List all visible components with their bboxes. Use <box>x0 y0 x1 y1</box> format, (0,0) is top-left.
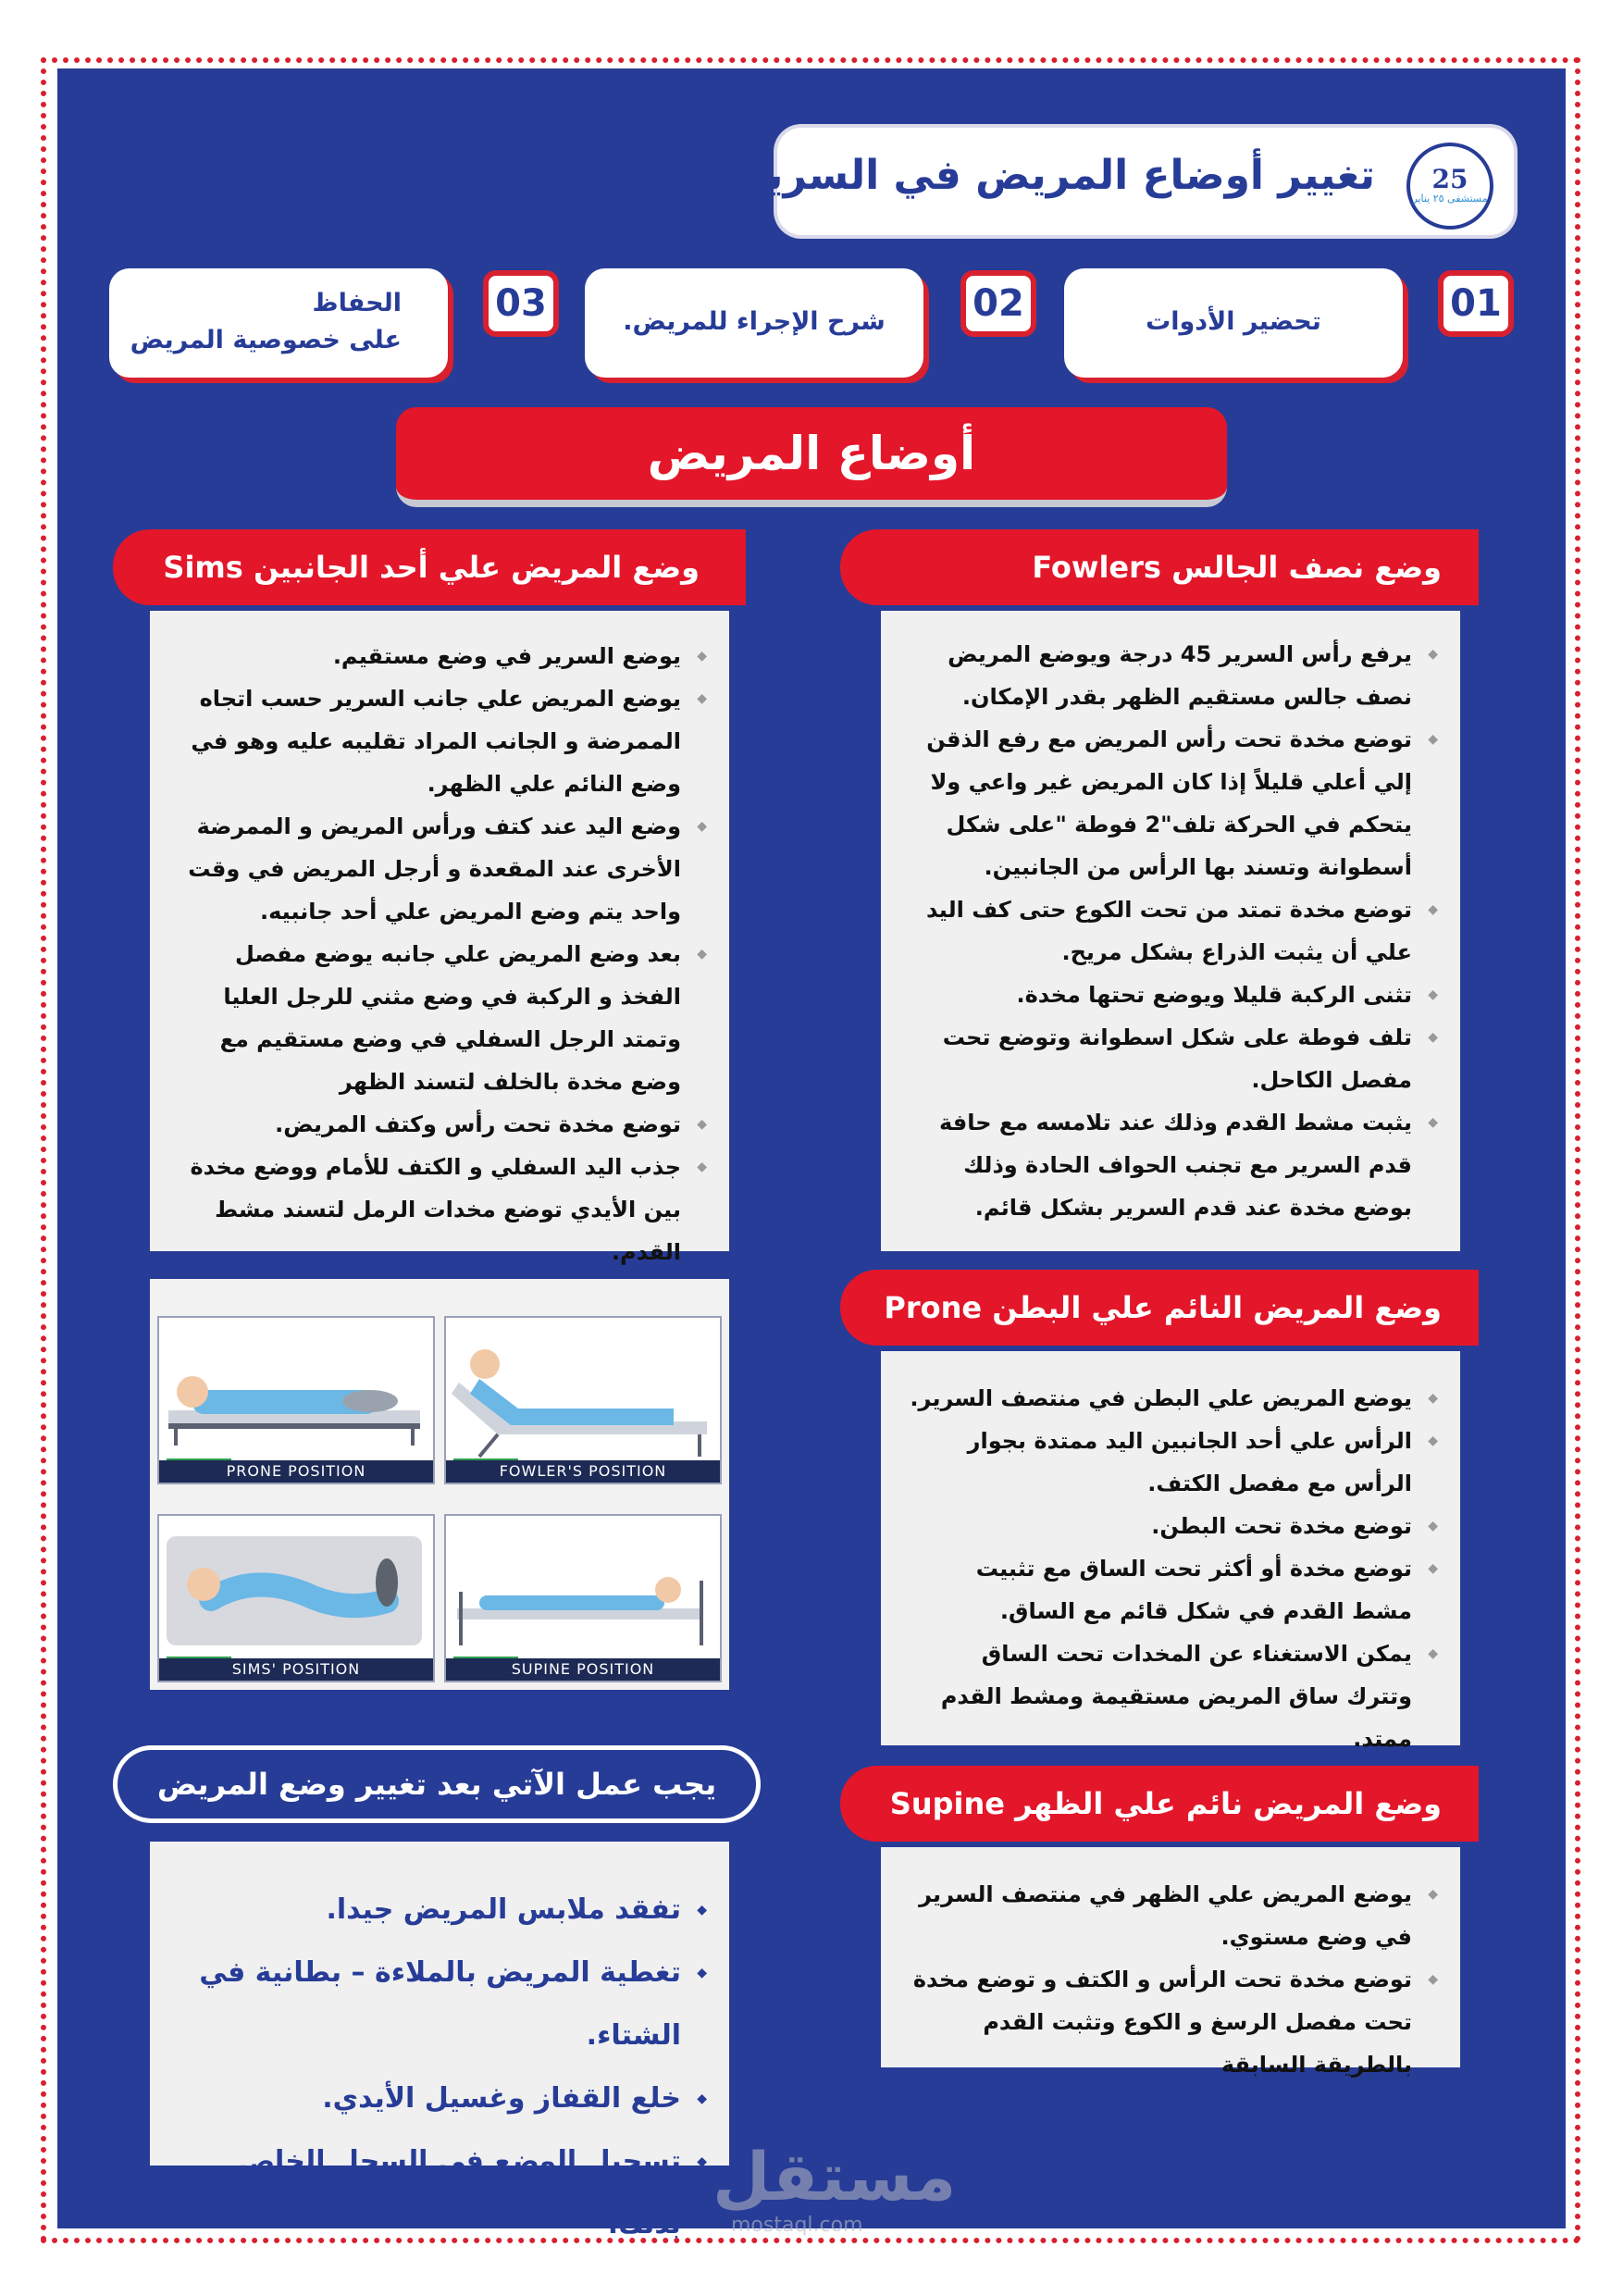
list-item: ◆ وضع اليد عند كتف ورأس المريض و الممرضة الأخرى عند المقعدة و أرجل المريض في وقت واحد يتم وضع المريض علي أحد جانبيه. <box>178 805 709 933</box>
step-3-label-line2: على خصوصية المريض <box>130 326 402 354</box>
supine-caption: SUPINE POSITION <box>446 1658 720 1681</box>
step-2-label: شرح الإجراء للمريض. <box>623 307 886 336</box>
list-item: ◆ تفقد ملابس المريض جيدا. <box>178 1879 709 1942</box>
sims-list <box>178 635 709 1273</box>
sims-panel <box>150 611 729 1265</box>
list-item: ◆ تثنى الركبة قليلا ويوضع تحتها مخدة. <box>909 974 1440 1016</box>
step-card-2 <box>585 268 923 378</box>
fowlers-position-image <box>444 1316 722 1484</box>
list-item: ◆ الرأس علي أحد الجانبين اليد ممتدة بجوار الرأس مع مفصل الكتف. <box>909 1420 1440 1505</box>
prone-position-image <box>157 1316 435 1484</box>
after-list <box>178 1879 709 2256</box>
list-item: ◆ تلف فوطة على شكل اسطوانة وتوضع تحت مفصل الكاحل. <box>909 1016 1440 1101</box>
hospital-logo-icon <box>1406 143 1493 230</box>
after-panel <box>150 1842 729 2240</box>
main-heading: أوضاع المريض <box>647 427 976 480</box>
list-item: ◆ توضع مخدة تمتد من تحت الكوع حتى كف اليد علي أن يثبت الذراع بشكل مريح. <box>909 888 1440 974</box>
prone-header <box>840 1270 1479 1346</box>
list-item: ◆ تسجيل الوضع في السجل الخاص بذلك. <box>178 2130 709 2256</box>
list-item: ◆ تغطية المريض بالملاءة – بطانية في الشتاء. <box>178 1942 709 2067</box>
fowlers-list <box>909 633 1440 1229</box>
prone-caption: PRONE POSITION <box>159 1460 433 1483</box>
step-2-number: 02 <box>960 270 1036 337</box>
after-heading: يجب عمل الآتي بعد تغيير وضع المريض <box>156 1767 717 1802</box>
list-item: ◆ يوضع المريض علي الظهر في منتصف السرير في وضع مستوي. <box>909 1873 1440 1958</box>
logo-subtitle: مستشفى ٢٥ يناير <box>1412 192 1488 205</box>
supine-illustration <box>444 1516 720 1682</box>
list-item: ◆ بعد وضع المريض علي جانبه يوضع مفصل الفخذ و الركبة في وضع مثني للرجل العليا وتمتد الرجل السفلي في وضع مستقيم مع وضع مخدة بالخلف لتسند الظهر <box>178 933 709 1103</box>
supine-list <box>909 1873 1440 2086</box>
sims-header <box>113 529 746 605</box>
sims-illustration <box>157 1516 433 1682</box>
fowlers-heading: وضع نصف الجالس Fowlers <box>1032 550 1442 585</box>
fowlers-caption: FOWLER'S POSITION <box>446 1460 720 1483</box>
main-heading-banner <box>396 407 1227 507</box>
list-item: ◆ يوضع المريض علي البطن في منتصف السرير. <box>909 1377 1440 1420</box>
page-title: تغيير أوضاع المريض في السرير <box>742 152 1375 199</box>
step-card-1 <box>1064 268 1403 378</box>
step-1-number: 01 <box>1438 270 1514 337</box>
sims-heading: وضع المريض علي أحد الجانبين Sims <box>163 550 700 585</box>
prone-illustration <box>157 1318 433 1484</box>
list-item: ◆ جذب اليد السفلي و الكتف للأمام ووضع مخدة بين الأيدي توضع مخدات الرمل لتسند مشط القدم. <box>178 1146 709 1273</box>
step-3-number: 03 <box>483 270 559 337</box>
title-box <box>742 128 1514 235</box>
list-item: ◆ خلع القفاز وغسيل الأيدي. <box>178 2067 709 2130</box>
supine-position-image <box>444 1514 722 1682</box>
prone-heading: وضع المريض النائم علي البطن Prone <box>884 1290 1442 1325</box>
list-item: ◆ توضع مخدة تحت الرأس و الكتف و توضع مخدة تحت مفصل الرسغ و الكوع وتثبت القدم بالطريقة السابقة <box>909 1958 1440 2086</box>
supine-heading: وضع المريض نائم علي الظهر Supine <box>889 1786 1442 1821</box>
list-item: ◆ يثبت مشط القدم وذلك عند تلامسه مع حافة قدم السرير مع تجنب الحواف الحادة وذلك بوضع مخدة عند قدم السرير بشكل قائم. <box>909 1101 1440 1229</box>
step-3-label-line1: الحفاظ <box>312 289 402 317</box>
positions-illustration <box>150 1279 729 1690</box>
list-item: ◆ توضع مخدة تحت رأس المريض مع رفع الذقن إلي أعلي قليلاً إذا كان المريض غير واعي ولا يتحكم في الحركة تلف"2 فوطة "على شكل أسطوانة وتسند بها الرأس من الجانبين. <box>909 718 1440 888</box>
sims-position-image <box>157 1514 435 1682</box>
fowlers-illustration <box>444 1318 720 1484</box>
list-item: ◆ يوضع المريض علي جانب السرير حسب اتجاه الممرضة و الجانب المراد تقليبه عليه وهو في وضع النائم علي الظهر. <box>178 677 709 805</box>
list-item: ◆ توضع مخدة تحت البطن. <box>909 1505 1440 1547</box>
watermark-logo: مستقل <box>712 2138 957 2215</box>
after-header <box>113 1745 761 1823</box>
list-item: ◆ يمكن الاستغناء عن المخدات تحت الساق وتترك ساق المريض مستقيمة ومشط القدم ممتد. <box>909 1632 1440 1760</box>
list-item: ◆ توضع مخدة تحت رأس وكتف المريض. <box>178 1103 709 1146</box>
supine-panel <box>881 1847 1460 2078</box>
logo-number: 25 <box>1431 164 1468 194</box>
step-card-3 <box>109 268 448 378</box>
fowlers-header <box>840 529 1479 605</box>
fowlers-panel <box>881 611 1460 1251</box>
prone-list <box>909 1377 1440 1760</box>
step-1-label: تحضير الأدوات <box>1146 307 1321 336</box>
watermark-url: mostaql.com <box>731 2214 863 2237</box>
sims-caption: SIMS' POSITION <box>159 1658 433 1681</box>
prone-panel <box>881 1351 1460 1752</box>
list-item: ◆ توضع مخدة أو أكثر تحت الساق مع تثبيت مشط القدم في شكل قائم مع الساق. <box>909 1547 1440 1632</box>
list-item: ◆ يوضع السرير في وضع مستقيم. <box>178 635 709 677</box>
list-item: ◆ يرفع رأس السرير 45 درجة ويوضع المريض نصف جالس مستقيم الظهر بقدر الإمكان. <box>909 633 1440 718</box>
supine-header <box>840 1766 1479 1842</box>
